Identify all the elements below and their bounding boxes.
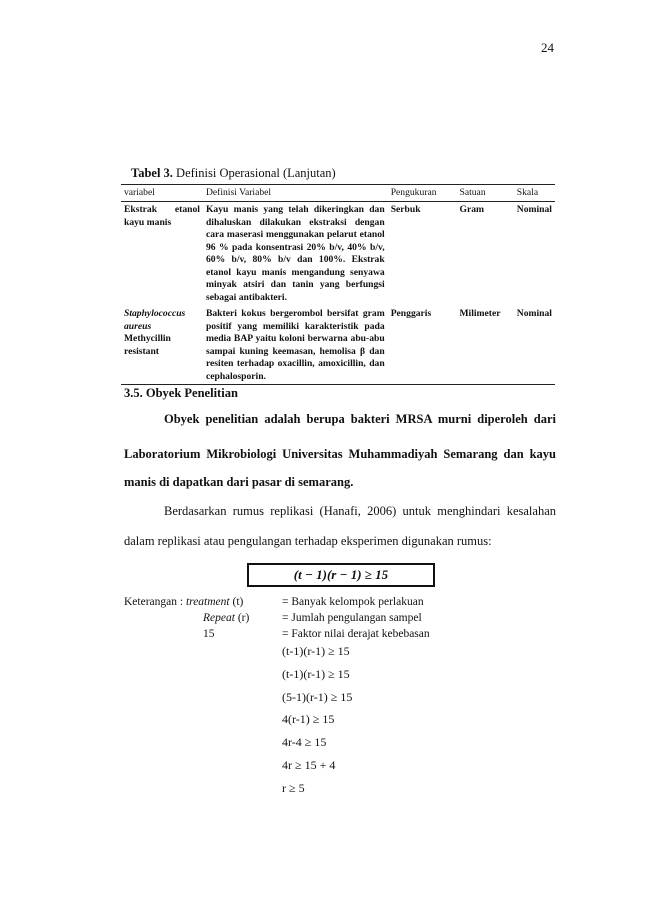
treatment-desc: = Banyak kelompok perlakuan [282,596,424,608]
calc-step: (5-1)(r-1) ≥ 15 [282,690,353,704]
header-definition: Definisi Variabel [203,185,388,202]
keterangan-label: Keterangan : [124,596,186,608]
cell-variable [121,306,203,384]
cell-scale: Nominal [516,204,552,216]
treatment-symbol: (t) [229,596,244,608]
table-caption-text: Definisi Operasional (Lanjutan) [172,166,336,180]
keterangan-row [124,596,243,608]
table-row [121,202,555,306]
paragraph-line: dalam replikasi atau pengulangan terhadap eksperimen digunakan rumus: [124,534,492,548]
table-caption [131,166,336,181]
table-row [121,306,555,384]
cell-unit: Gram [459,204,485,216]
repeat-term: Repeat [203,612,235,624]
variable-rest: Methycillin resistant [124,333,171,357]
page-number: 24 [541,40,554,55]
fifteen-desc: = Faktor nilai derajat kebebasan [282,628,430,640]
calc-step: r ≥ 5 [282,781,305,795]
table-caption-label: Tabel 3. [131,166,173,180]
repeat-row [203,612,249,624]
cell-definition: Bakteri kokus bergerombol bersifat gram positif yang memiliki karakteristik pada media BAP yaitu koloni berwarna abu-abu sampai kuning keemasan, hemolisa β dan resiten terhadap oxacillin, amoxicillin, dan cephalosporin. [203,306,388,384]
cell-definition: Kayu manis yang telah dikeringkan dan dihaluskan dilakukan ekstraksi dengan cara maserasi menggunakan pelarut etanol 96 % pada konsentrasi 20% b/v, 40% b/v, 60% b/v, 80% b/v dan 100%. Ekstrak etanol kayu manis mengandung senyawa minyak atsiri dan tanin yang berfungsi sebagai antibakteri. [205,204,385,303]
table-header-row [121,185,555,202]
paragraph-line: Obyek penelitian adalah berupa bakteri MRSA murni diperoleh dari [164,412,556,426]
paragraph-line: Berdasarkan rumus replikasi (Hanafi, 2006) untuk menghindari kesalahan [164,504,556,518]
header-measurement: Pengukuran [388,185,457,202]
cell-unit: Milimeter [457,306,514,384]
header-unit: Satuan [457,185,514,202]
paragraph-line: manis di dapatkan dari pasar di semarang. [124,475,354,489]
header-variable: variabel [121,185,203,202]
calc-step: 4(r-1) ≥ 15 [282,712,335,726]
calc-step: (t-1)(r-1) ≥ 15 [282,644,350,658]
cell-measurement: Serbuk [390,204,421,216]
paragraph-line: Laboratorium Mikrobiologi Universitas Muhammadiyah Semarang dan kayu [124,447,556,461]
fifteen-term: 15 [203,628,215,640]
calc-step: 4r ≥ 15 + 4 [282,758,336,772]
treatment-term: treatment [185,596,230,608]
variable-italic: Staphylococcus aureus [124,308,186,332]
repeat-symbol: (r) [234,612,250,624]
repeat-desc: = Jumlah pengulangan sampel [282,612,422,624]
cell-variable: Ekstrak etanol kayu manis [124,204,200,228]
calc-step: (t-1)(r-1) ≥ 15 [282,667,350,681]
formula-box: (t − 1)(r − 1) ≥ 15 [247,563,435,587]
cell-scale: Nominal [514,306,555,384]
section-title: 3.5. Obyek Penelitian [124,386,238,400]
definition-table [121,184,555,385]
header-scale: Skala [514,185,555,202]
cell-measurement: Penggaris [388,306,457,384]
calc-step: 4r-4 ≥ 15 [282,735,327,749]
